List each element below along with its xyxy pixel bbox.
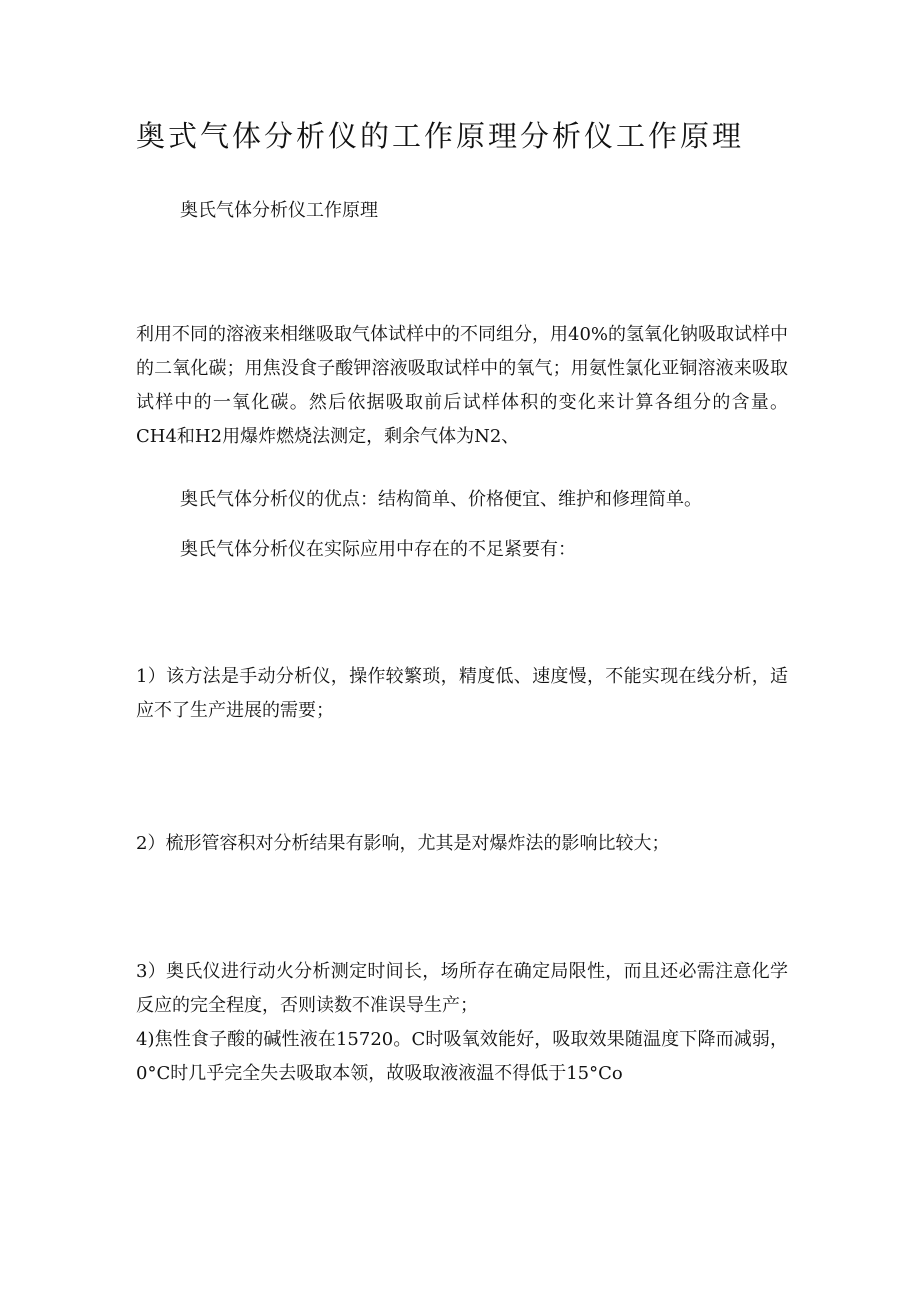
intro-paragraph: 利用不同的溶液来相继吸取气体试样中的不同组分，用40%的氢氧化钠吸取试样中的二氧化碳；用焦没食子酸钾溶液吸取试样中的氧气；用氨性氯化亚铜溶液来吸取试样中的一氧化碳。然后依据吸取前后试样体积的变化来计算各组分的含量。CH4和H2用爆炸燃烧法测定，剩余气体为N2、 [136, 324, 789, 447]
shortcoming-item-3: 3）奥氏仪进行动火分析测定时间长，场所存在确定局限性，而且还必需注意化学反应的完全程度，否则读数不准误导生产； [136, 961, 788, 1016]
shortcoming-item-1: 1）该方法是手动分析仪，操作较繁琐，精度低、速度慢，不能实现在线分析，适应不了生产进展的需要； [136, 666, 788, 721]
document-title: 奥式气体分析仪的工作原理分析仪工作原理 [136, 119, 745, 153]
shortcoming-item-2: 2）梳形管容积对分析结果有影响，尤其是对爆炸法的影响比较大； [136, 833, 670, 854]
shortcoming-item-4: 4)焦性食子酸的碱性液在15720。C时吸氧效能好，吸取效果随温度下降而减弱，0°C时几乎完全失去吸取本领，故吸取液液温不得低于15°Co [136, 1029, 788, 1084]
shortcomings-intro: 奥氏气体分析仪在实际应用中存在的不足紧要有： [180, 539, 576, 560]
section-subtitle: 奥氏气体分析仪工作原理 [180, 200, 378, 221]
advantages-paragraph: 奥氏气体分析仪的优点：结构简单、价格便宜、维护和修理简单。 [180, 489, 702, 510]
